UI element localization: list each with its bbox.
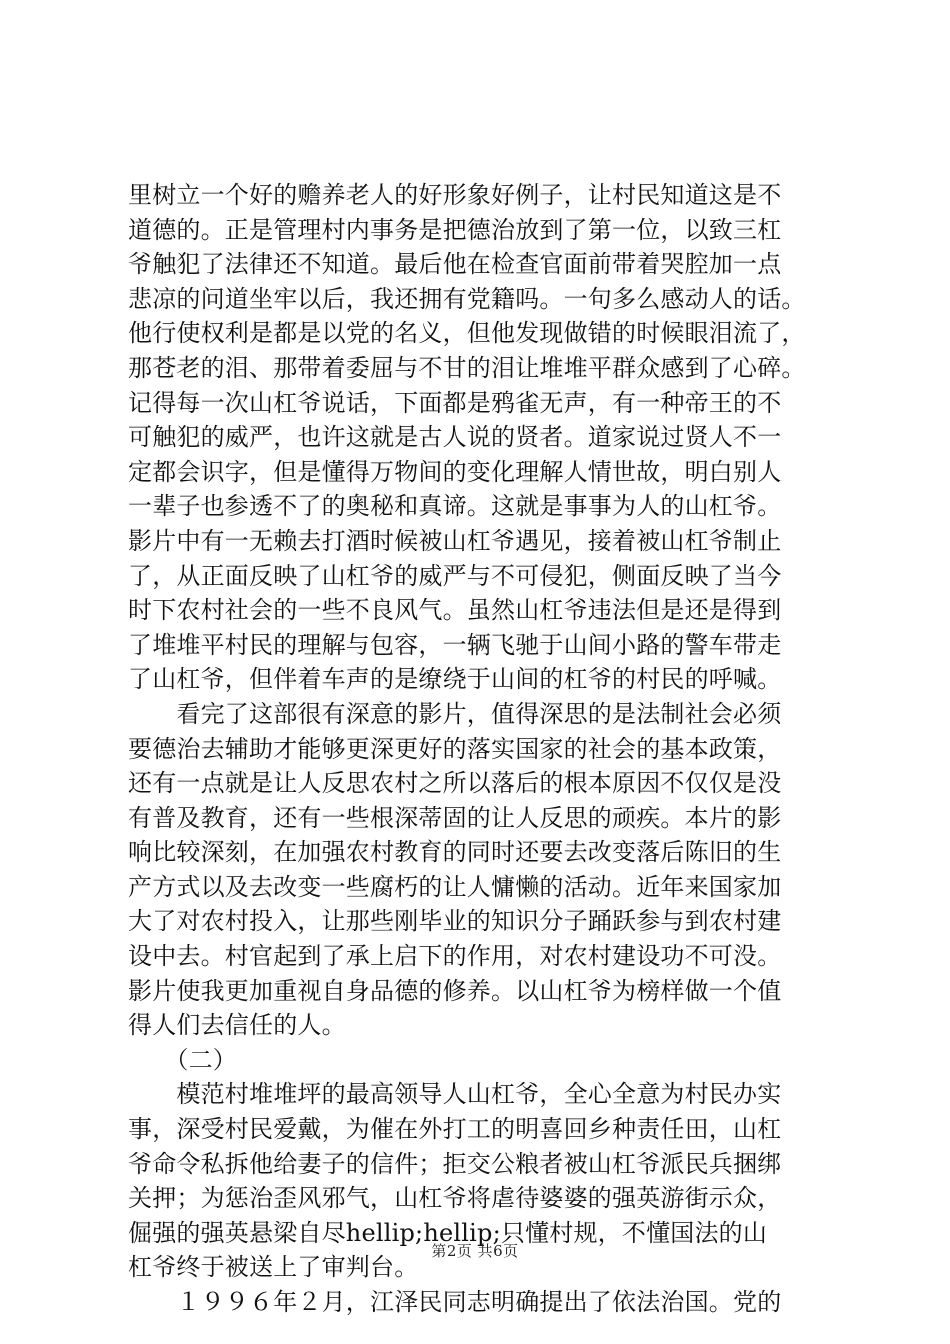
- text-line: 设中去。村官起到了承上启下的作用，对农村建设功不可没。: [128, 942, 782, 971]
- text-line: 大了对农村投入，让那些刚毕业的知识分子踊跃参与到农村建: [128, 907, 782, 936]
- text-line: 时下农村社会的一些不良风气。虽然山杠爷违法但是还是得到: [128, 596, 782, 625]
- text-line: 影片使我更加重视自身品德的修养。以山杠爷为榜样做一个值: [128, 976, 782, 1005]
- text-line: 爷触犯了法律还不知道。最后他在检查官面前带着哭腔加一点: [128, 250, 782, 279]
- text-line: （二）: [128, 1045, 237, 1074]
- text-line: 杠爷终于被送上了审判台。: [128, 1253, 419, 1282]
- text-line: １９９６年２月，江泽民同志明确提出了依法治国。党的: [128, 1288, 782, 1316]
- text-line: 模范村堆堆坪的最高领导人山杠爷，全心全意为村民办实: [128, 1080, 782, 1109]
- text-line: 事，深受村民爱戴，为催在外打工的明喜回乡种责任田，山杠: [128, 1115, 782, 1144]
- text-line: 还有一点就是让人反思农村之所以落后的根本原因不仅仅是没: [128, 769, 782, 798]
- text-line: 爷命令私拆他给妻子的信件；拒交公粮者被山杠爷派民兵捆绑: [128, 1149, 782, 1178]
- text-line: 关押；为惩治歪风邪气，山杠爷将虐待婆婆的强英游街示众，: [128, 1184, 782, 1213]
- text-line: 了山杠爷，但伴着车声的是缭绕于山间的杠爷的村民的呼喊。: [128, 665, 782, 694]
- text-line: 响比较深刻，在加强农村教育的同时还要去改变落后陈旧的生: [128, 838, 782, 867]
- text-line: 道德的。正是管理村内事务是把德治放到了第一位，以致三杠: [128, 215, 782, 244]
- text-line: 一辈子也参透不了的奥秘和真谛。这就是事事为人的山杠爷。: [128, 492, 782, 521]
- text-line: 定都会识字，但是懂得万物间的变化理解人情世故，明白别人: [128, 457, 782, 486]
- body-text: [128, 178, 828, 1320]
- text-line: 那苍老的泪、那带着委屈与不甘的泪让堆堆平群众感到了心碎。: [128, 353, 806, 382]
- text-line: 了，从正面反映了山杠爷的威严与不可侵犯，侧面反映了当今: [128, 561, 782, 590]
- text-line: 有普及教育，还有一些根深蒂固的让人反思的顽疾。本片的影: [128, 803, 782, 832]
- text-line: 倔强的强英悬梁自尽hellip;hellip;只懂村规，不懂国法的山: [128, 1218, 768, 1247]
- text-line: 悲凉的问道坐牢以后，我还拥有党籍吗。一句多么感动人的话。: [128, 284, 806, 313]
- text-line: 记得每一次山杠爷说话，下面都是鸦雀无声，有一种帝王的不: [128, 388, 782, 417]
- text-line: 他行使权利是都是以党的名义，但他发现做错的时候眼泪流了，: [128, 319, 806, 348]
- text-line: 影片中有一无赖去打酒时候被山杠爷遇见，接着被山杠爷制止: [128, 526, 782, 555]
- page-footer: 第2页 共6页: [431, 1242, 519, 1260]
- text-line: 可触犯的威严，也许这就是古人说的贤者。道家说过贤人不一: [128, 423, 782, 452]
- text-line: 看完了这部很有深意的影片，值得深思的是法制社会必须: [128, 699, 782, 728]
- text-line: 得人们去信任的人。: [128, 1011, 346, 1040]
- text-line: 产方式以及去改变一些腐朽的让人慵懒的活动。近年来国家加: [128, 872, 782, 901]
- text-line: 要德治去辅助才能够更深更好的落实国家的社会的基本政策，: [128, 734, 782, 763]
- text-line: 了堆堆平村民的理解与包容，一辆飞驰于山间小路的警车带走: [128, 630, 782, 659]
- text-line: 里树立一个好的赡养老人的好形象好例子，让村民知道这是不: [128, 181, 782, 209]
